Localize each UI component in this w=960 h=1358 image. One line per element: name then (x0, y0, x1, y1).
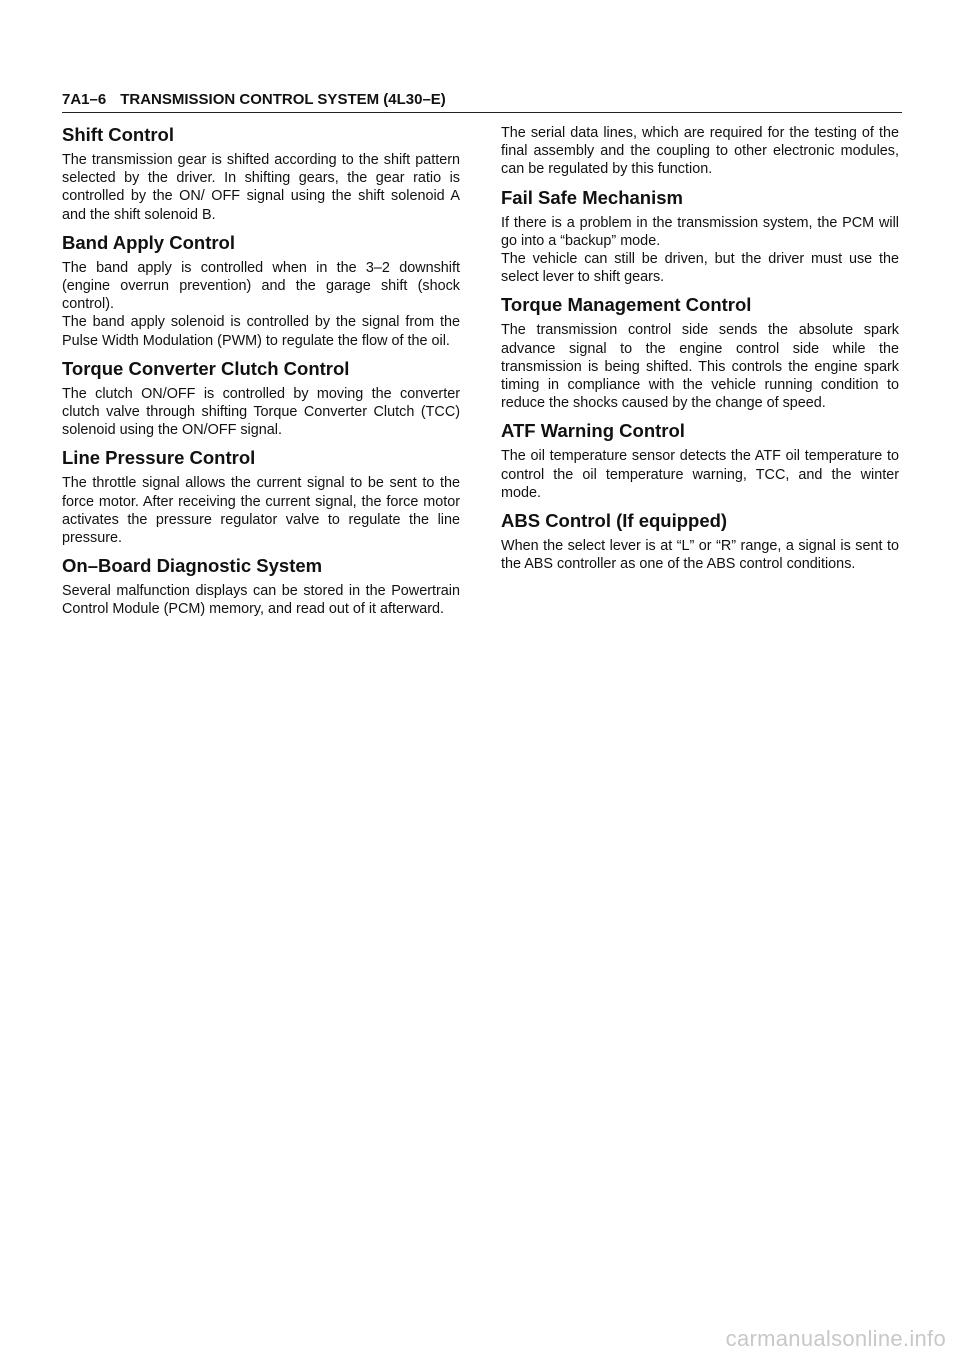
section-heading: Band Apply Control (62, 231, 235, 253)
section-paragraph: The oil temperature sensor detects the ATF oil temperature to control the oil temperature warning, TCC, and the winter mode. (501, 448, 899, 501)
section-heading: Line Pressure Control (62, 447, 256, 469)
section-heading: Fail Safe Mechanism (501, 186, 683, 208)
page-header (62, 90, 902, 113)
section-torque-management-control (501, 294, 899, 412)
page-title: TRANSMISSION CONTROL SYSTEM (4L30–E) (120, 91, 446, 108)
section-heading: ABS Control (If equipped) (501, 510, 728, 532)
section-shift-control (62, 124, 460, 224)
section-on-board-diagnostic-system (62, 555, 460, 618)
section-heading: On–Board Diagnostic System (62, 555, 323, 577)
section-paragraph: The throttle signal allows the current signal to be sent to the force motor. After receiving the current signal, the force motor activates the pressure regulator valve to regulate the line pressure. (62, 475, 460, 547)
section-atf-warning-control (501, 420, 899, 502)
section-paragraph: The vehicle can still be driven, but the driver must use the select lever to shift gears. (501, 251, 899, 286)
section-paragraph: The clutch ON/OFF is controlled by moving the converter clutch valve through shifting Torque Converter Clutch (TCC) solenoid using the ON/OFF signal. (62, 385, 460, 439)
page-number: 7A1–6 (62, 91, 107, 108)
intro-paragraph: The serial data lines, which are required for the testing of the final assembly and the coupling to other electronic modules, can be regulated by this function. (501, 125, 899, 178)
section-paragraph: Several malfunction displays can be stored in the Powertrain Control Module (PCM) memory, and read out of it afterward. (62, 583, 460, 618)
section-heading: Torque Management Control (501, 294, 752, 316)
section-heading: ATF Warning Control (501, 420, 685, 442)
section-paragraph: When the select lever is at “L” or “R” range, a signal is sent to the ABS controller as one of the ABS control conditions. (501, 538, 899, 573)
section-paragraph: If there is a problem in the transmission system, the PCM will go into a “backup” mode. (501, 214, 899, 249)
section-serial-data-intro (501, 124, 899, 179)
section-paragraph: The band apply is controlled when in the 3–2 downshift (engine overrun prevention) and the garage shift (shock control). (62, 259, 460, 313)
section-fail-safe-mechanism (501, 187, 899, 287)
right-column (501, 124, 899, 581)
section-heading: Torque Converter Clutch Control (62, 357, 350, 379)
section-abs-control (501, 510, 899, 573)
section-paragraph: The transmission control side sends the absolute spark advance signal to the engine control side while the transmission is being shifted. This controls the engine spark timing in compliance with the vehicle running condition to reduce the shocks caused by the change of speed. (501, 322, 899, 412)
section-torque-converter-clutch-control (62, 358, 460, 440)
left-column (62, 124, 460, 627)
section-line-pressure-control (62, 447, 460, 547)
section-band-apply-control (62, 232, 460, 350)
section-paragraph: The band apply solenoid is controlled by the signal from the Pulse Width Modulation (PWM) to regulate the flow of the oil. (62, 314, 460, 349)
watermark: carmanualsonline.info (725, 1326, 946, 1351)
section-heading: Shift Control (62, 124, 175, 145)
section-paragraph: The transmission gear is shifted according to the shift pattern selected by the driver. In shifting gears, the gear ratio is controlled by the ON/ OFF signal using the shift solenoid A and the shift solenoid B. (62, 152, 460, 223)
